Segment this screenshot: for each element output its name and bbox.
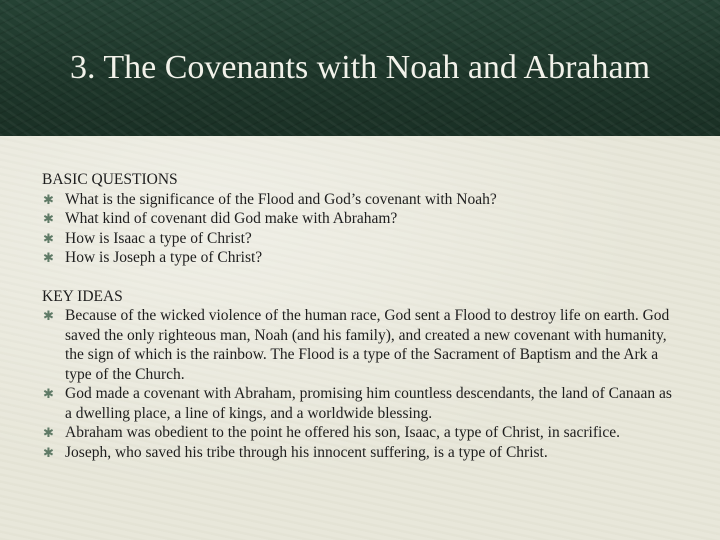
list-item-text: What kind of covenant did God make with Abraham? [65, 210, 398, 227]
list-item-text: Because of the wicked violence of the human race, God sent a Flood to destroy life on earth. God saved the only righteous man, Noah (and his family), and created a new covenant with humanity, the sign of which is the rainbow. The Flood is a type of the Sacrament of Baptism and the Ark a type of the Church. [65, 307, 670, 383]
slide-content [42, 170, 682, 462]
bullet-icon: ✱ [43, 250, 54, 265]
list-item-text: Abraham was obedient to the point he offered his son, Isaac, a type of Christ, in sacrifice. [65, 424, 620, 441]
list-item-text: What is the significance of the Flood and God’s covenant with Noah? [65, 190, 497, 208]
list-item [42, 209, 682, 229]
list-item [42, 443, 682, 463]
bullet-icon: ✱ [43, 425, 54, 440]
list-item-text: Joseph, who saved his tribe through his innocent suffering, is a type of Christ. [65, 443, 548, 461]
bullet-icon: ✱ [43, 211, 54, 226]
bullet-icon: ✱ [43, 386, 54, 401]
bullet-icon: ✱ [43, 444, 54, 460]
list-item [42, 423, 682, 443]
section-spacer [42, 268, 682, 287]
basic-questions-list [42, 190, 682, 268]
bullet-icon: ✱ [43, 230, 54, 246]
list-item [42, 384, 682, 423]
bullet-icon: ✱ [43, 191, 54, 207]
slide-title: 3. The Covenants with Noah and Abraham [69, 49, 651, 86]
basic-questions-heading: BASIC QUESTIONS [42, 171, 178, 188]
bullet-icon: ✱ [43, 308, 54, 323]
list-item [42, 229, 682, 249]
title-band [0, 0, 720, 136]
key-ideas-list [42, 306, 682, 462]
list-item-text: How is Isaac a type of Christ? [65, 229, 252, 247]
list-item-text: How is Joseph a type of Christ? [65, 249, 263, 266]
list-item [42, 248, 682, 268]
list-item [42, 306, 682, 384]
key-ideas-heading: KEY IDEAS [42, 287, 123, 305]
list-item [42, 190, 682, 210]
list-item-text: God made a covenant with Abraham, promising him countless descendants, the land of Canaan as a dwelling place, a line of kings, and a worldwide blessing. [65, 385, 672, 422]
